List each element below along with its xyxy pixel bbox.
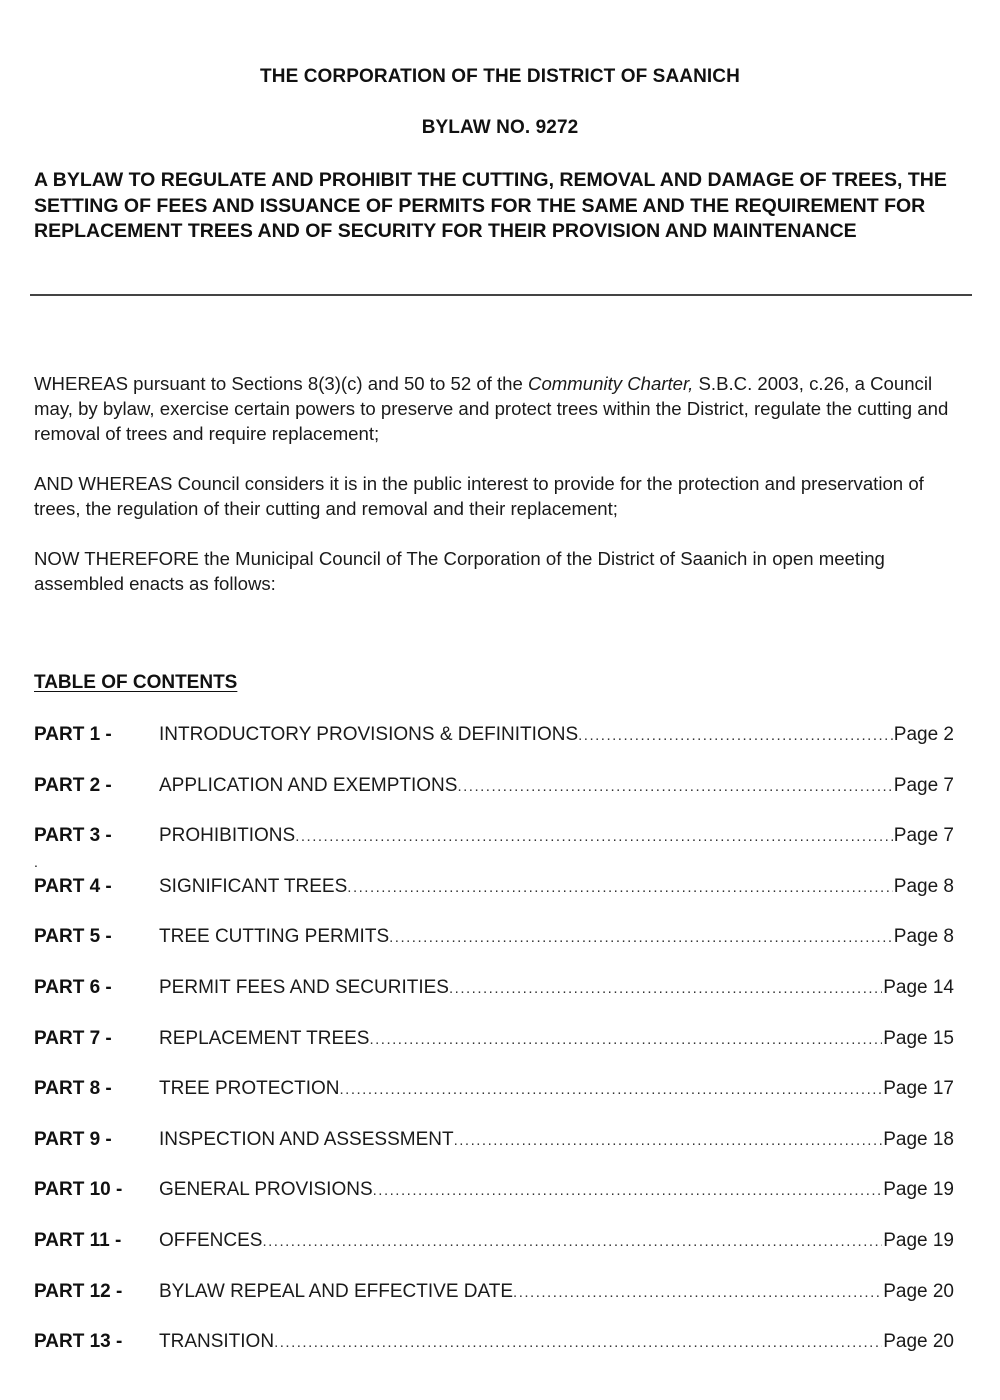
toc-dot-leader <box>578 723 893 749</box>
toc-dot-leader <box>513 1280 882 1306</box>
bylaw-number-heading: BYLAW NO. 9272 <box>421 117 579 138</box>
toc-entry-part-10[interactable] <box>34 1177 954 1228</box>
toc-page-reference: Page 2 <box>893 724 954 745</box>
preamble-whereas-paragraph <box>34 371 974 446</box>
toc-dot-leader <box>274 1330 882 1356</box>
toc-part-title: TREE PROTECTION <box>159 1078 340 1100</box>
toc-entry-part-5[interactable] <box>34 924 954 975</box>
preamble-text: WHEREAS pursuant to Sections 8(3)(c) and 50 to 52 of the <box>34 373 529 394</box>
stray-period-mark: . <box>34 854 38 870</box>
toc-part-number: PART 13 - <box>34 1331 123 1353</box>
toc-page-reference: Page 15 <box>883 1027 954 1049</box>
toc-entry-part-1[interactable] <box>34 722 954 773</box>
toc-dot-leader <box>449 976 882 1002</box>
toc-dot-leader <box>340 1077 883 1103</box>
toc-part-number: PART 12 - <box>34 1280 123 1302</box>
toc-part-number: PART 1 - <box>34 724 112 745</box>
toc-page-reference: Page 14 <box>883 976 954 998</box>
toc-part-title: TREE CUTTING PERMITS <box>159 926 390 948</box>
toc-entry-part-4[interactable] <box>34 874 954 925</box>
toc-entry-part-8[interactable] <box>34 1076 954 1127</box>
toc-entry-part-9[interactable] <box>34 1127 954 1178</box>
toc-dot-leader <box>373 1178 883 1204</box>
toc-entry-part-7[interactable] <box>34 1026 954 1077</box>
toc-entry-part-6[interactable] <box>34 975 954 1026</box>
toc-dot-leader <box>295 824 893 850</box>
toc-part-title: INTRODUCTORY PROVISIONS & DEFINITIONS <box>159 724 579 745</box>
toc-entry-part-3[interactable] <box>34 823 954 874</box>
toc-page-reference: Page 20 <box>883 1280 954 1302</box>
toc-page-reference: Page 8 <box>893 875 954 897</box>
corporation-heading: THE CORPORATION OF THE DISTRICT OF SAANICH <box>260 66 740 87</box>
toc-page-reference: Page 19 <box>883 1179 954 1201</box>
toc-part-number: PART 10 - <box>34 1179 123 1201</box>
toc-dot-leader <box>262 1229 882 1255</box>
toc-entry-part-2[interactable] <box>34 773 954 824</box>
toc-dot-leader <box>347 875 892 901</box>
toc-part-title: PROHIBITIONS <box>159 825 296 847</box>
toc-part-title: PERMIT FEES AND SECURITIES <box>159 976 449 998</box>
toc-page-reference: Page 7 <box>893 825 954 847</box>
toc-part-title: REPLACEMENT TREES <box>159 1027 370 1049</box>
toc-dot-leader <box>389 925 893 951</box>
title-divider <box>30 294 972 296</box>
toc-part-number: PART 8 - <box>34 1078 112 1100</box>
toc-part-title: GENERAL PROVISIONS <box>159 1179 373 1201</box>
bylaw-long-title: A BYLAW TO REGULATE AND PROHIBIT THE CUTTING, REMOVAL AND DAMAGE OF TREES, THE SETTING OF FEES AND ISSUANCE OF PERMITS FOR THE SAME AND THE REQUIREMENT FOR REPLACEMENT TREES AND OF SECURITY FOR THEIR PROVISION AND MAINTENANCE <box>34 169 947 242</box>
toc-part-number: PART 6 - <box>34 976 112 998</box>
community-charter-citation: Community Charter, <box>528 373 694 394</box>
toc-page-reference: Page 20 <box>883 1331 954 1353</box>
toc-part-number: PART 3 - <box>34 825 112 847</box>
toc-part-number: PART 7 - <box>34 1027 112 1049</box>
toc-page-reference: Page 17 <box>883 1078 954 1100</box>
toc-part-number: PART 11 - <box>34 1229 122 1251</box>
toc-part-number: PART 9 - <box>34 1128 112 1150</box>
preamble-now-therefore-paragraph: NOW THEREFORE the Municipal Council of The Corporation of the District of Saanich in open meeting assembled enacts as follows: <box>34 548 885 594</box>
toc-entry-part-11[interactable] <box>34 1228 954 1279</box>
toc-part-number: PART 2 - <box>34 774 112 796</box>
toc-part-title: OFFENCES <box>159 1229 263 1251</box>
toc-part-title: INSPECTION AND ASSESSMENT <box>159 1128 454 1150</box>
toc-dot-leader <box>457 774 892 800</box>
toc-page-reference: Page 8 <box>893 926 954 948</box>
toc-page-reference: Page 19 <box>883 1229 954 1251</box>
toc-part-title: TRANSITION <box>159 1331 275 1353</box>
preamble-and-whereas-paragraph: AND WHEREAS Council considers it is in the public interest to provide for the protection and preservation of trees, the regulation of their cutting and removal and their replacement; <box>34 473 924 519</box>
toc-page-reference: Page 7 <box>893 774 954 796</box>
toc-part-title: BYLAW REPEAL AND EFFECTIVE DATE <box>159 1280 514 1302</box>
toc-page-reference: Page 18 <box>883 1128 954 1150</box>
toc-part-title: SIGNIFICANT TREES <box>159 875 348 897</box>
toc-part-title: APPLICATION AND EXEMPTIONS <box>159 774 458 796</box>
toc-part-number: PART 4 - <box>34 875 112 897</box>
toc-dot-leader <box>454 1128 883 1154</box>
toc-entry-part-13[interactable] <box>34 1329 954 1380</box>
preamble-text: S.B.C. 2003, c.26, a Council may, by bylaw, exercise certain powers to preserve and protect trees within the District, regulate the cutting and removal of trees and require replacement; <box>34 373 949 444</box>
table-of-contents-heading: TABLE OF CONTENTS <box>34 672 238 693</box>
table-of-contents <box>34 722 954 1380</box>
toc-part-number: PART 5 - <box>34 926 112 948</box>
toc-dot-leader <box>369 1027 882 1053</box>
toc-entry-part-12[interactable] <box>34 1279 954 1330</box>
